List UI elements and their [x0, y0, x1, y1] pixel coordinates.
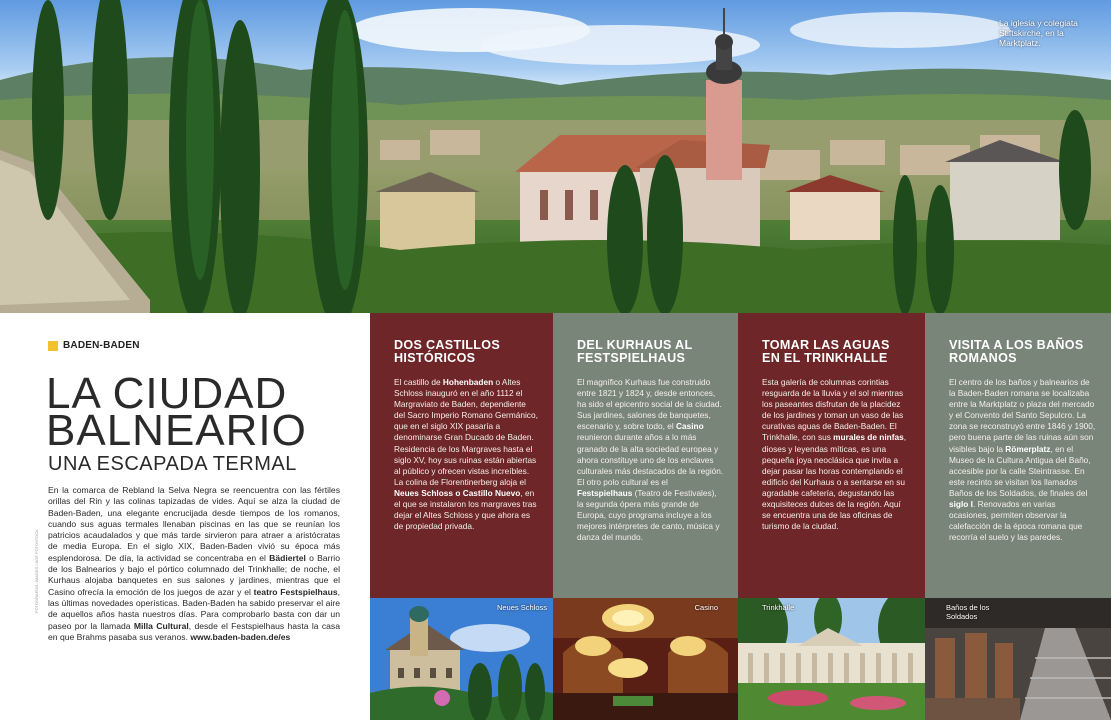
column-text-part: El magnífico Kurhaus fue construido entre 1821 y 1824 y, desde entonces, ha sido el epicentro social de la ciudad. Sus jardines, salones de banquetes, escenario y, sobre todo, el: [577, 377, 722, 432]
section-label: BADEN-BADEN: [63, 340, 140, 351]
column-text-bold: murales de ninfas: [833, 432, 904, 443]
article-body-bold: teatro Festspielhaus: [253, 586, 338, 597]
column-text-part: reunieron durante años a lo más granado de la alta sociedad europea y ahora constituye uno de los enclaves culturales más destacados de la región. El otro polo cultural es el: [577, 432, 724, 487]
column-text-part: El castillo de: [394, 377, 443, 387]
column-castles: [370, 313, 553, 598]
column-title: DOS CASTILLOS HISTÓRICOS: [394, 338, 501, 365]
article-body-part: o Barrio de los Balnearios y bajo el pórtico columnado del Trinkhalle; de noche, el Kurhaus alojaba banquetes en sus salones y jardines, mientras que el Casino ofrecía la emoción de los juegos de azar y el: [48, 552, 340, 597]
photo-neues-schloss: [370, 598, 553, 720]
column-kurhaus: [553, 313, 738, 598]
article-body-part: En la comarca de Rebland la Selva Negra se reencuentra con las fértiles orillas del Rin y las colinas tapizadas de vides. Aquí se alza la ciudad de Baden-Baden, una elegante encrucijada desde tiempos de los romanos, cuando sus aguas termales llenaban piscinas en las que se reunían los patricios acaudalados y que más tarde sirvieron para atraer a aristócratas de media Europa. En el siglo XIX, Baden-Baden vivió su época más esplendorosa. De día, la actividad se concentraba en el: [48, 485, 340, 563]
column-text-bold: Römerplatz: [1005, 443, 1051, 454]
column-text-bold: Festspielhaus: [577, 487, 633, 498]
article-body-part: , las últimas novedades operísticas. Baden-Baden ha sabido preservar el aire de aquellos años hasta nuestros días. Para comprobarlo basta con dar un paseo por la llamada: [48, 586, 340, 631]
article-title: [46, 369, 307, 455]
section-tag: [48, 340, 140, 351]
column-text-part: Esta galería de columnas corintias resguarda de la lluvia y el sol mientras los paseantes disfrutan de la placidez de los jardines y toman un vaso de las curativas aguas de Baden-Baden. El Trinkhalle, con sus: [762, 377, 904, 443]
column-text-bold: siglo I: [949, 499, 973, 510]
article-web-link[interactable]: www.baden-baden.de/es: [190, 631, 291, 642]
column-trinkhalle: [738, 313, 925, 598]
article-title-line2: BALNEARIO: [46, 406, 307, 455]
column-title: VISITA A LOS BAÑOS ROMANOS: [949, 338, 1084, 365]
column-text-bold: Neues Schloss o Castillo Nuevo: [394, 487, 521, 498]
photo-label: Casino: [694, 603, 718, 612]
column-text-part: , en el que se instalaron los margraves tras dejar el Altes Schloss y que ahora es de propiedad privada.: [394, 487, 537, 532]
column-text-bold: Casino: [676, 421, 704, 432]
article-title-line1: LA CIUDAD: [46, 369, 288, 418]
article-body-bold: Milla Cultural: [133, 620, 189, 631]
photo-label: Trinkhalle: [762, 603, 795, 612]
column-text-part: , dioses y leyendas míticas, es una pequeña joya neoclásica que invita a dejar pasar las horas contemplando el edificio del Kurhaus o a sentarse en su agradable cafetería, degustando las exquisiteces dulces de la región. Aquí se encuentra una de las oficinas de turismo de la ciudad.: [762, 432, 907, 532]
hero-caption: La iglesia y colegiata Stiftskirche, en la Marktplatz.: [999, 18, 1078, 48]
column-text: [577, 377, 724, 543]
column-roman-baths: [925, 313, 1111, 598]
column-text: [762, 377, 911, 532]
casino-illustration: [553, 598, 738, 720]
article-body-bold: Bädiertel: [269, 552, 306, 563]
trinkhalle-illustration: [738, 598, 925, 720]
photo-label: Baños de los Soldados: [946, 603, 990, 621]
neues-schloss-illustration: [370, 598, 553, 720]
column-text-part: o Altes Schloss inauguró en el año 1112 el Margraviato de Baden, dependiente del Sacro Imperio Romano Germánico, que en el siglo XIX pasaría a denominarse Gran Ducado de Baden. Residencia de los Margraves hasta el siglo XV, hoy sus ruinas están abiertas al público y ofrecen vistas increíbles. La colina de Florentinerberg aloja el: [394, 377, 538, 487]
column-text-part: . Renovados en varias ocasiones, permiten observar la calefacción de la época romana que recorría el suelo y las paredes.: [949, 499, 1083, 543]
column-text-bold: Hohenbaden: [442, 377, 494, 387]
article-body-part: , desde el Festspielhaus hasta la casa en que Brahms pasaba sus veranos.: [48, 620, 340, 642]
article-body: [48, 485, 340, 643]
column-text: [394, 377, 539, 532]
photo-trinkhalle: [738, 598, 925, 720]
column-text-part: (Teatro de Festivales), la segunda ópera más grande de Europa, cuyo programa incluye a los mejores intérpretes de canto, música y danza del mundo.: [577, 487, 720, 543]
article-intro: [0, 313, 370, 720]
column-title: TOMAR LAS AGUAS EN EL TRINKHALLE: [762, 338, 890, 365]
photo-roman-baths: [925, 598, 1111, 720]
article-subtitle: UNA ESCAPADA TERMAL: [48, 453, 297, 475]
photo-credit: FOTOGRAFÍAS: IMAGES / AGE FOTOSTOCK: [34, 529, 39, 613]
column-text-part: El centro de los baños y balnearios de la Baden-Baden romana se localizaba entre la Marktplatz o plaza del mercado y el Convento del Santo Sepulcro. La zona se reconstruyó entre 1846 y 1900, pero buena parte de las ruinas aún son visibles bajo la: [949, 377, 1096, 454]
column-text-part: , en el Museo de la Cultura Antigua del Baño, accesible por la calle Steintrasse. En este recinto se visitan los llamados Baños de los Soldados, de finales del: [949, 443, 1091, 498]
photo-casino: [553, 598, 738, 720]
hero-photo: [0, 0, 1111, 313]
hero-illustration: [0, 0, 1111, 313]
photo-label: Neues Schloss: [496, 603, 547, 612]
section-tag-square-icon: [48, 341, 58, 351]
column-title: DEL KURHAUS AL FESTSPIELHAUS: [577, 338, 693, 365]
column-text: [949, 377, 1097, 543]
